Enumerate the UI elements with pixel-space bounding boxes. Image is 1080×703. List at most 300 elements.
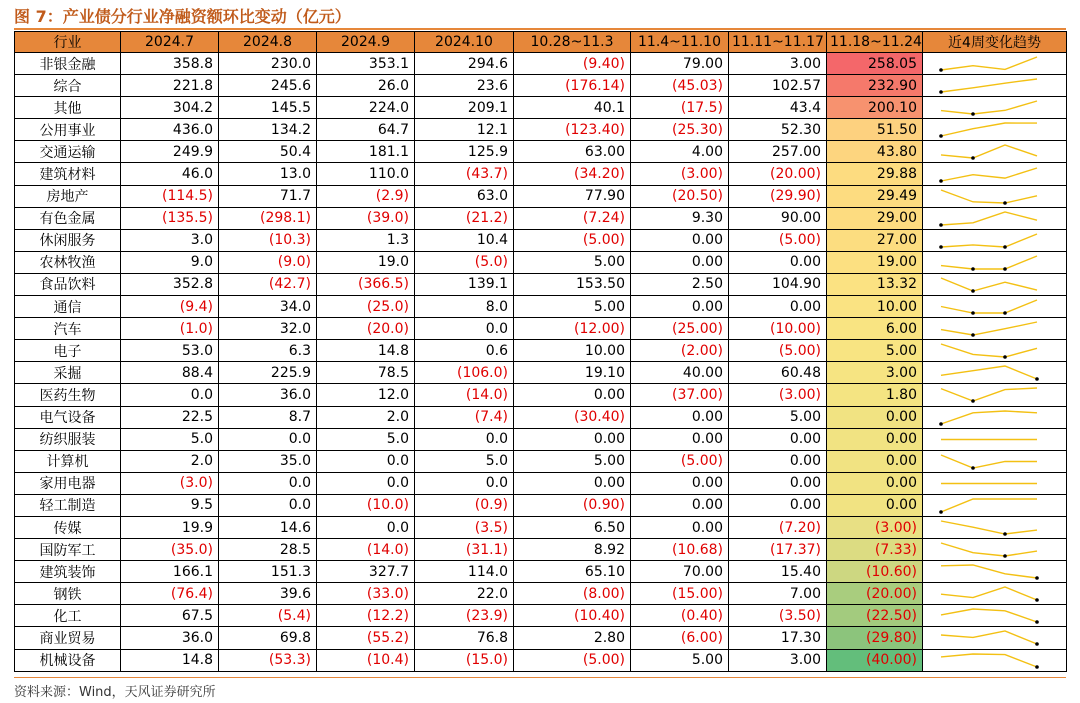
value-cell: 77.90 [514,185,631,207]
value-cell: 6.50 [514,516,631,538]
value-cell: 88.4 [121,362,219,384]
table-row [15,561,1067,583]
value-cell: (123.40) [514,119,631,141]
value-cell: 3.00 [729,53,827,75]
sparkline-min-marker [1003,355,1007,359]
value-cell: 10.4 [415,229,514,251]
value-cell: (114.5) [121,185,219,207]
table-row [15,119,1067,141]
sparkline-min-marker [1035,378,1039,382]
value-cell: 15.40 [729,561,827,583]
latest-week-cell: (40.00) [827,649,923,671]
sparkline-min-marker [1003,554,1007,558]
value-cell: 0.0 [121,384,219,406]
value-cell: (39.0) [317,207,415,229]
industry-name: 传媒 [15,516,121,538]
sparkline-min-marker [939,135,943,139]
value-cell: 90.00 [729,207,827,229]
header-row [15,32,1067,53]
value-cell: 0.00 [631,251,729,273]
value-cell: 436.0 [121,119,219,141]
value-cell: 5.00 [729,406,827,428]
value-cell: (7.24) [514,207,631,229]
table-row [15,605,1067,627]
sparkline-min-marker [939,90,943,94]
industry-name: 食品饮料 [15,273,121,295]
sparkline-line [941,322,1037,335]
column-header: 11.4~11.10 [631,32,729,53]
sparkline-line [941,587,1037,600]
table-row [15,627,1067,649]
trend-sparkline [923,318,1067,340]
value-cell: 3.00 [729,649,827,671]
value-cell: 5.00 [514,296,631,318]
value-cell: (0.9) [415,494,514,516]
table-row [15,340,1067,362]
value-cell: 76.8 [415,627,514,649]
table-row [15,251,1067,273]
value-cell: (20.0) [317,318,415,340]
latest-week-cell: (20.00) [827,583,923,605]
trend-sparkline [923,605,1067,627]
table-row [15,450,1067,472]
value-cell: (0.40) [631,605,729,627]
latest-week-cell: (22.50) [827,605,923,627]
sparkline-line [941,521,1037,534]
industry-name: 医药生物 [15,384,121,406]
industry-name: 钢铁 [15,583,121,605]
value-cell: (15.00) [631,583,729,605]
latest-week-cell: 3.00 [827,362,923,384]
value-cell: (176.14) [514,75,631,97]
value-cell: 32.0 [219,318,317,340]
value-cell: 249.9 [121,141,219,163]
value-cell: 5.0 [121,428,219,450]
value-cell: (2.00) [631,340,729,362]
industry-name: 家用电器 [15,472,121,494]
value-cell: (10.3) [219,229,317,251]
value-cell: 67.5 [121,605,219,627]
sparkline-line [941,366,1037,379]
value-cell: 0.00 [631,428,729,450]
value-cell: 110.0 [317,163,415,185]
value-cell: (135.5) [121,207,219,229]
value-cell: (3.5) [415,516,514,538]
industry-name: 农林牧渔 [15,251,121,273]
column-header: 近4周变化趋势 [923,32,1067,53]
value-cell: (5.00) [514,229,631,251]
value-cell: 353.1 [317,53,415,75]
value-cell: (5.00) [729,340,827,362]
latest-week-cell: 10.00 [827,296,923,318]
value-cell: 19.9 [121,516,219,538]
table-row [15,273,1067,295]
value-cell: 43.4 [729,97,827,119]
table-row [15,406,1067,428]
value-cell: (23.9) [415,605,514,627]
value-cell: 0.00 [729,494,827,516]
value-cell: (0.90) [514,494,631,516]
sparkline-min-marker [971,400,975,404]
value-cell: (25.00) [631,318,729,340]
value-cell: (5.00) [729,229,827,251]
industry-name: 化工 [15,605,121,627]
sparkline-line [941,631,1037,644]
sparkline-line [941,411,1037,424]
value-cell: 0.00 [631,406,729,428]
industry-name: 休闲服务 [15,229,121,251]
value-cell: 245.6 [219,75,317,97]
industry-name: 轻工制造 [15,494,121,516]
sparkline-min-marker [971,311,975,315]
trend-sparkline [923,516,1067,538]
value-cell: (10.40) [514,605,631,627]
value-cell: (6.00) [631,627,729,649]
table-row [15,318,1067,340]
value-cell: (3.00) [631,163,729,185]
sparkline-min-marker [1035,665,1039,669]
value-cell: (45.03) [631,75,729,97]
value-cell: 5.00 [631,649,729,671]
value-cell: (25.0) [317,296,415,318]
latest-week-cell: 1.80 [827,384,923,406]
sparkline-line [941,565,1037,578]
value-cell: 8.7 [219,406,317,428]
latest-week-cell: 0.00 [827,450,923,472]
value-cell: 139.1 [415,273,514,295]
trend-sparkline [923,494,1067,516]
sparkline-min-marker [1003,201,1007,205]
value-cell: (17.5) [631,97,729,119]
industry-name: 电子 [15,340,121,362]
value-cell: (1.0) [121,318,219,340]
sparkline-min-marker [971,157,975,161]
value-cell: (7.20) [729,516,827,538]
table-row [15,207,1067,229]
value-cell: 6.3 [219,340,317,362]
sparkline-line [941,543,1037,556]
value-cell: 0.0 [317,516,415,538]
value-cell: (9.40) [514,53,631,75]
sparkline-min-marker [939,245,943,249]
value-cell: 0.00 [631,296,729,318]
value-cell: 60.48 [729,362,827,384]
value-cell: 46.0 [121,163,219,185]
value-cell: 0.00 [514,384,631,406]
value-cell: 5.00 [514,251,631,273]
industry-name: 机械设备 [15,649,121,671]
industry-name: 计算机 [15,450,121,472]
value-cell: 36.0 [219,384,317,406]
value-cell: 151.3 [219,561,317,583]
value-cell: 8.92 [514,539,631,561]
sparkline-min-marker [939,422,943,426]
value-cell: 166.1 [121,561,219,583]
value-cell: 64.7 [317,119,415,141]
sparkline-line [941,256,1037,269]
bottom-rule [14,677,1066,678]
value-cell: 23.6 [415,75,514,97]
source-note: 资料来源：Wind，天风证券研究所 [14,685,216,700]
trend-sparkline [923,384,1067,406]
sparkline-min-marker [1035,621,1039,625]
value-cell: (10.00) [729,318,827,340]
table-row [15,296,1067,318]
value-cell: 0.00 [729,251,827,273]
sparkline-line [941,57,1037,70]
latest-week-cell: 13.32 [827,273,923,295]
value-cell: 8.0 [415,296,514,318]
table-row [15,53,1067,75]
table-row [15,384,1067,406]
sparkline-line [941,234,1037,247]
industry-name: 国防军工 [15,539,121,561]
sparkline-line [941,79,1037,92]
sparkline-line [941,101,1037,114]
industry-name: 其他 [15,97,121,119]
value-cell: 104.90 [729,273,827,295]
column-header: 11.11~11.17 [729,32,827,53]
latest-week-cell: 43.80 [827,141,923,163]
value-cell: (7.4) [415,406,514,428]
value-cell: (42.7) [219,273,317,295]
value-cell: 63.00 [514,141,631,163]
value-cell: (29.90) [729,185,827,207]
sparkline-min-marker [971,267,975,271]
value-cell: 0.00 [729,428,827,450]
value-cell: (33.0) [317,583,415,605]
value-cell: 2.80 [514,627,631,649]
value-cell: (21.2) [415,207,514,229]
column-header: 2024.8 [219,32,317,53]
value-cell: 0.00 [631,516,729,538]
value-cell: 35.0 [219,450,317,472]
industry-name: 商业贸易 [15,627,121,649]
latest-week-cell: 29.00 [827,207,923,229]
value-cell: (15.0) [415,649,514,671]
value-cell: (3.0) [121,472,219,494]
trend-sparkline [923,273,1067,295]
latest-week-cell: 0.00 [827,494,923,516]
value-cell: (76.4) [121,583,219,605]
value-cell: 65.10 [514,561,631,583]
value-cell: 26.0 [317,75,415,97]
table-row [15,539,1067,561]
sparkline-min-marker [971,333,975,337]
value-cell: (31.1) [415,539,514,561]
value-cell: 3.0 [121,229,219,251]
trend-sparkline [923,296,1067,318]
sparkline-line [941,499,1037,512]
trend-sparkline [923,539,1067,561]
sparkline-line [941,212,1037,225]
table-row [15,494,1067,516]
value-cell: 39.6 [219,583,317,605]
sparkline-line [941,455,1037,468]
table-row [15,472,1067,494]
table-row [15,163,1067,185]
sparkline-min-marker [939,179,943,183]
value-cell: 221.8 [121,75,219,97]
column-header: 2024.10 [415,32,514,53]
value-cell: 153.50 [514,273,631,295]
value-cell: 0.00 [729,472,827,494]
value-cell: (34.20) [514,163,631,185]
value-cell: 4.00 [631,141,729,163]
value-cell: (366.5) [317,273,415,295]
value-cell: 14.8 [317,340,415,362]
industry-name: 建筑装饰 [15,561,121,583]
value-cell: 327.7 [317,561,415,583]
trend-sparkline [923,53,1067,75]
industry-name: 汽车 [15,318,121,340]
industry-name: 建筑材料 [15,163,121,185]
value-cell: (12.2) [317,605,415,627]
value-cell: 5.0 [415,450,514,472]
trend-sparkline [923,229,1067,251]
value-cell: 28.5 [219,539,317,561]
value-cell: (298.1) [219,207,317,229]
industry-name: 电气设备 [15,406,121,428]
value-cell: (9.4) [121,296,219,318]
value-cell: 12.0 [317,384,415,406]
value-cell: 17.30 [729,627,827,649]
sparkline-min-marker [1003,245,1007,249]
value-cell: 114.0 [415,561,514,583]
value-cell: (17.37) [729,539,827,561]
industry-name: 非银金融 [15,53,121,75]
latest-week-cell: 232.90 [827,75,923,97]
value-cell: 12.1 [415,119,514,141]
latest-week-cell: 0.00 [827,428,923,450]
sparkline-line [941,278,1037,291]
value-cell: 0.0 [219,428,317,450]
trend-sparkline [923,406,1067,428]
column-header: 10.28~11.3 [514,32,631,53]
value-cell: (5.00) [631,450,729,472]
value-cell: 224.0 [317,97,415,119]
value-cell: 22.5 [121,406,219,428]
value-cell: 71.7 [219,185,317,207]
trend-sparkline [923,362,1067,384]
latest-week-cell: 6.00 [827,318,923,340]
trend-sparkline [923,163,1067,185]
latest-week-cell: (29.80) [827,627,923,649]
value-cell: 225.9 [219,362,317,384]
value-cell: (5.00) [514,649,631,671]
value-cell: 0.00 [729,296,827,318]
value-cell: 50.4 [219,141,317,163]
value-cell: (43.7) [415,163,514,185]
value-cell: (106.0) [415,362,514,384]
trend-sparkline [923,472,1067,494]
financing-table [14,31,1067,672]
trend-sparkline [923,649,1067,671]
value-cell: 9.30 [631,207,729,229]
value-cell: 9.0 [121,251,219,273]
sparkline-min-marker [1035,598,1039,602]
latest-week-cell: 19.00 [827,251,923,273]
value-cell: 63.0 [415,185,514,207]
value-cell: 0.0 [415,428,514,450]
latest-week-cell: 29.88 [827,163,923,185]
latest-week-cell: (3.00) [827,516,923,538]
value-cell: (25.30) [631,119,729,141]
latest-week-cell: (7.33) [827,539,923,561]
column-header: 2024.9 [317,32,415,53]
value-cell: 2.0 [121,450,219,472]
sparkline-line [941,609,1037,622]
industry-name: 通信 [15,296,121,318]
value-cell: 134.2 [219,119,317,141]
value-cell: (35.0) [121,539,219,561]
value-cell: 34.0 [219,296,317,318]
value-cell: (14.0) [317,539,415,561]
table-row [15,516,1067,538]
value-cell: 0.0 [317,472,415,494]
value-cell: (5.4) [219,605,317,627]
value-cell: 36.0 [121,627,219,649]
value-cell: 5.0 [317,428,415,450]
sparkline-line [941,388,1037,401]
sparkline-min-marker [939,68,943,72]
value-cell: 19.0 [317,251,415,273]
value-cell: 2.0 [317,406,415,428]
column-header: 2024.7 [121,32,219,53]
latest-week-cell: 29.49 [827,185,923,207]
value-cell: 181.1 [317,141,415,163]
industry-name: 交通运输 [15,141,121,163]
value-cell: (14.0) [415,384,514,406]
sparkline-line [941,300,1037,313]
value-cell: 230.0 [219,53,317,75]
value-cell: 0.00 [514,428,631,450]
sparkline-min-marker [1003,311,1007,315]
table-row [15,428,1067,450]
sparkline-min-marker [971,289,975,293]
value-cell: (37.00) [631,384,729,406]
latest-week-cell: 0.00 [827,406,923,428]
trend-sparkline [923,340,1067,362]
value-cell: (3.50) [729,605,827,627]
value-cell: (12.00) [514,318,631,340]
trend-sparkline [923,185,1067,207]
sparkline-min-marker [1035,576,1039,580]
value-cell: (30.40) [514,406,631,428]
value-cell: (20.00) [729,163,827,185]
sparkline-line [941,654,1037,667]
value-cell: 22.0 [415,583,514,605]
trend-sparkline [923,561,1067,583]
value-cell: 2.50 [631,273,729,295]
value-cell: (8.00) [514,583,631,605]
value-cell: (2.9) [317,185,415,207]
sparkline-min-marker [1035,643,1039,647]
value-cell: 0.0 [219,472,317,494]
value-cell: 7.00 [729,583,827,605]
value-cell: 40.1 [514,97,631,119]
trend-sparkline [923,583,1067,605]
sparkline-min-marker [1003,267,1007,271]
value-cell: 0.0 [219,494,317,516]
value-cell: 102.57 [729,75,827,97]
sparkline-min-marker [971,112,975,116]
value-cell: (53.3) [219,649,317,671]
industry-name: 综合 [15,75,121,97]
column-header: 行业 [15,32,121,53]
value-cell: (5.0) [415,251,514,273]
value-cell: (9.0) [219,251,317,273]
